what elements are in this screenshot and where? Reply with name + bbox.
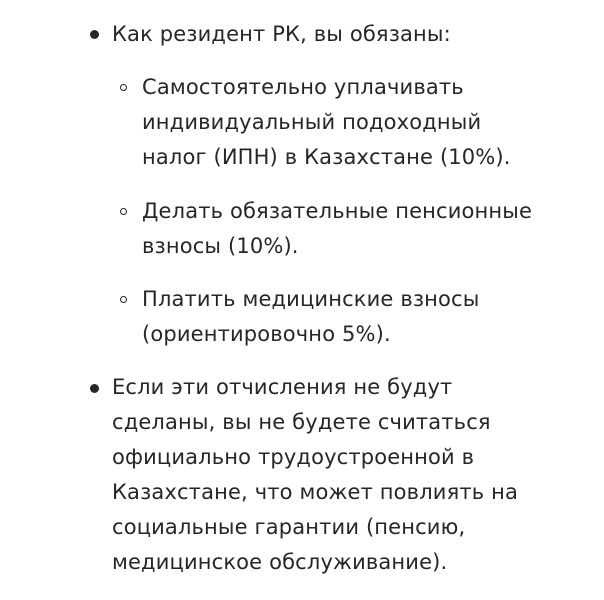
- bullet-circle-icon: [120, 296, 127, 303]
- list-item-text: Как резидент РК, вы обязаны:: [112, 22, 451, 46]
- bullet-circle-icon: [120, 84, 127, 91]
- list-item-text: Если эти отчисления не будут сделаны, вы не будете считаться официально трудоустроенной в Казахстане, что может повлиять на социальные гарантии (пенсию, медицинское обслуживание).: [112, 375, 518, 574]
- bullet-circle-icon: [120, 208, 127, 215]
- sub-list-item-text: Делать обязательные пенсионные взносы (10%).: [142, 199, 533, 258]
- bullet-dot-icon: [90, 30, 99, 39]
- sub-list-item-text: Самостоятельно уплачивать индивидуальный подоходный налог (ИПН) в Казахстане (10%).: [142, 75, 511, 169]
- bullet-dot-icon: [90, 384, 99, 393]
- sub-list-item-text: Платить медицинские взносы (ориентировочно 5%).: [142, 287, 480, 346]
